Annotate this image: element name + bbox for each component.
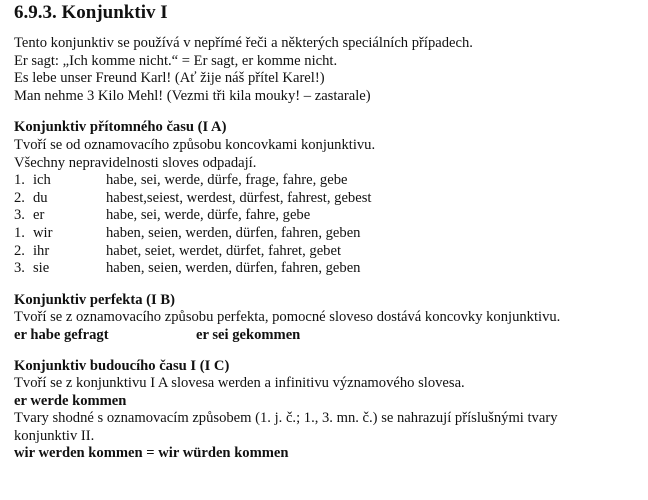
future-line: konjunktiv II. — [14, 427, 95, 444]
perfect-examples — [14, 327, 640, 345]
intro-line: Es lebe unser Freund Karl! (Ať žije náš přítel Karel!) — [14, 70, 325, 87]
section-heading: 6.9.3. Konjunktiv I — [14, 2, 168, 23]
intro-line: Er sagt: „Ich komme nicht.“ = Er sagt, er komme nicht. — [14, 52, 338, 69]
verb-forms: habest,seiest, werdest, dürfest, fahrest, gebest — [106, 189, 372, 206]
conjugation-row — [14, 225, 640, 243]
person-number: 2. — [14, 189, 25, 206]
verb-forms: habe, sei, werde, dürfe, frage, fahre, gebe — [106, 172, 348, 189]
future-heading: Konjunktiv budoucího času I (I C) — [14, 357, 230, 374]
present-section — [14, 119, 640, 277]
pronoun: er — [33, 207, 45, 224]
perfect-heading: Konjunktiv perfekta (I B) — [14, 291, 175, 308]
person-number: 3. — [14, 207, 25, 224]
pronoun: ihr — [33, 242, 50, 259]
verb-forms: haben, seien, werden, dürfen, fahren, geben — [106, 260, 361, 277]
person-number: 2. — [14, 242, 25, 259]
present-line: Tvoří se od oznamovacího způsobu koncovkami konjunktivu. — [14, 136, 376, 153]
conjugation-row — [14, 243, 640, 261]
example-text: er habe gefragt — [14, 326, 109, 343]
verb-forms: haben, seien, werden, dürfen, fahren, geben — [106, 224, 361, 241]
verb-forms: habet, seiet, werdet, dürfet, fahret, gebet — [106, 242, 342, 259]
intro-line: Man nehme 3 Kilo Mehl! (Vezmi tři kila mouky! – zastarale) — [14, 87, 371, 104]
pronoun: ich — [33, 172, 51, 189]
conjugation-row — [14, 207, 640, 225]
pronoun: wir — [33, 224, 53, 241]
document-page — [14, 0, 640, 463]
future-section — [14, 358, 640, 464]
intro-line: Tento konjunktiv se používá v nepřímé řeči a některých speciálních případech. — [14, 35, 473, 51]
conjugation-row — [14, 190, 640, 208]
future-line: Tvoří se z konjunktivu I A slovesa werden a infinitivu významového slovesa. — [14, 375, 465, 392]
intro-paragraph — [14, 35, 640, 105]
present-line: Všechny nepravidelnosti sloves odpadají. — [14, 154, 257, 171]
conjugation-row — [14, 260, 640, 278]
example-text: er werde kommen — [14, 392, 127, 409]
perfect-line: Tvoří se z oznamovacího způsobu perfekta, pomocné sloveso dostává koncovky konjunktivu. — [14, 309, 561, 326]
example-text: wir werden kommen = wir würden kommen — [14, 445, 289, 462]
conjugation-row — [14, 172, 640, 190]
present-heading: Konjunktiv přítomného času (I A) — [14, 119, 227, 136]
example-text: er sei gekommen — [196, 326, 301, 343]
person-number: 1. — [14, 224, 25, 241]
perfect-section — [14, 292, 640, 345]
pronoun: du — [33, 189, 48, 206]
verb-forms: habe, sei, werde, dürfe, fahre, gebe — [106, 207, 311, 224]
person-number: 1. — [14, 172, 25, 189]
pronoun: sie — [33, 260, 50, 277]
person-number: 3. — [14, 260, 25, 277]
future-line: Tvary shodné s oznamovacím způsobem (1. j. č.; 1., 3. mn. č.) se nahrazují příslušnými tvary — [14, 410, 558, 427]
